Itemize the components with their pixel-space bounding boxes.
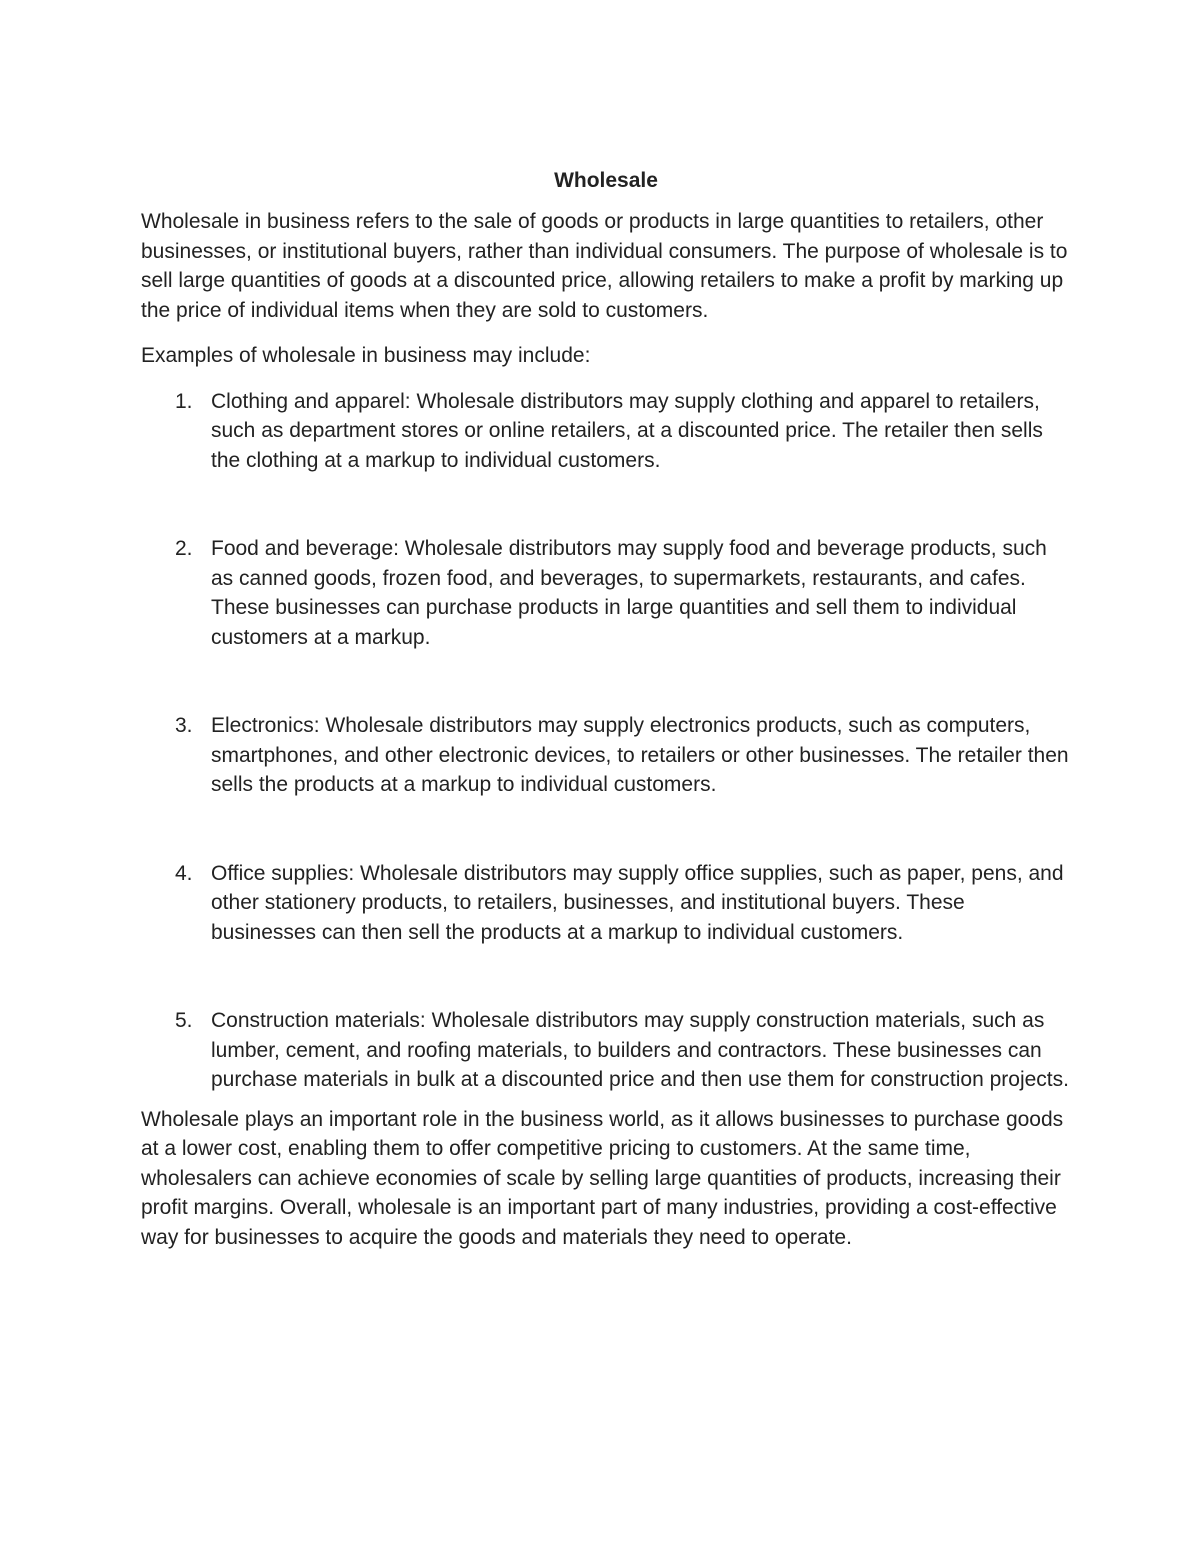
list-item-text: Clothing and apparel: Wholesale distributors may supply clothing and apparel to retailers, such as department stores or online retailers, at a discounted price. The retailer then sells the clothing at a markup to individual customers.	[211, 389, 1043, 472]
list-item-number: 4.	[175, 861, 193, 885]
list-item	[141, 859, 1071, 948]
list-item-text: Office supplies: Wholesale distributors may supply office supplies, such as paper, pens, and other stationery products, to retailers, businesses, and institutional buyers. These businesses can then sell the products at a markup to individual customers.	[211, 861, 1064, 944]
list-item	[141, 711, 1071, 800]
list-item-number: 3.	[175, 714, 193, 737]
list-item	[141, 387, 1071, 476]
document-title: Wholesale	[554, 169, 658, 192]
list-item-number: 2.	[175, 537, 193, 560]
document-page	[141, 166, 1071, 1268]
intro-paragraph: Wholesale in business refers to the sale of goods or products in large quantities to retailers, other businesses, or institutional buyers, rather than individual consumers. The purpose of wholesale is to sell large quantities of goods at a discounted price, allowing retailers to make a profit by marking up the price of individual items when they are sold to customers.	[141, 210, 1068, 322]
list-item-number: 1.	[175, 389, 193, 413]
list-item	[141, 534, 1071, 652]
list-item-text: Food and beverage: Wholesale distributors may supply food and beverage products, such as canned goods, frozen food, and beverages, to supermarkets, restaurants, and cafes. These businesses can purchase products in large quantities and sell them to individual customers at a markup.	[211, 537, 1047, 649]
examples-list	[141, 387, 1071, 1095]
list-item-number: 5.	[175, 1009, 193, 1032]
list-item	[141, 1006, 1071, 1095]
list-item-text: Construction materials: Wholesale distributors may supply construction materials, such as lumber, cement, and roofing materials, to builders and contractors. These businesses can purchase materials in bulk at a discounted price and then use them for construction projects.	[211, 1009, 1069, 1091]
conclusion-paragraph: Wholesale plays an important role in the business world, as it allows businesses to purchase goods at a lower cost, enabling them to offer competitive pricing to customers. At the same time, wholesalers can achieve economies of scale by selling large quantities of products, increasing their profit margins. Overall, wholesale is an important part of many industries, providing a cost-effective way for businesses to acquire the goods and materials they need to operate.	[141, 1107, 1064, 1249]
list-item-text: Electronics: Wholesale distributors may supply electronics products, such as computers, smartphones, and other electronic devices, to retailers or other businesses. The retailer then sells the products at a markup to individual customers.	[211, 714, 1069, 796]
examples-lead: Examples of wholesale in business may include:	[141, 344, 591, 367]
